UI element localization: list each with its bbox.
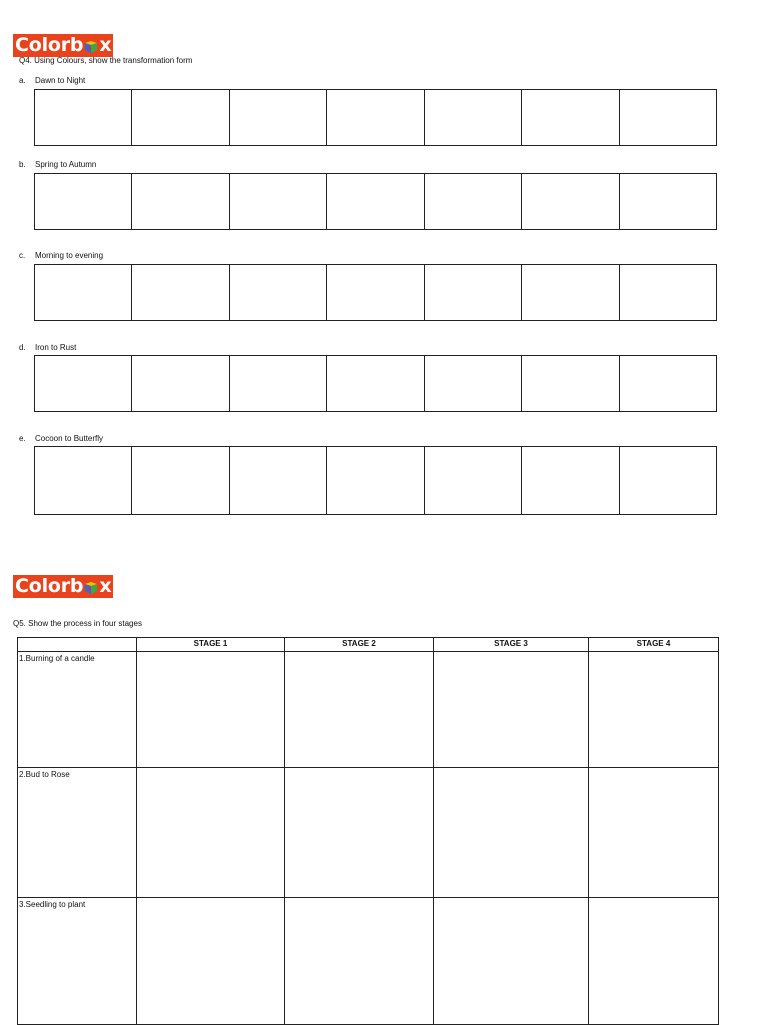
stage-cell[interactable] (137, 898, 285, 1025)
q4-box-row-d (34, 355, 717, 412)
stage-cell[interactable] (137, 768, 285, 898)
item-text: Iron to Rust (35, 343, 77, 352)
header-stage-4: STAGE 4 (589, 638, 719, 652)
color-box[interactable] (425, 356, 522, 411)
color-box[interactable] (425, 447, 522, 514)
stage-cell[interactable] (434, 652, 589, 768)
color-box[interactable] (522, 90, 619, 145)
item-letter: a. (19, 76, 26, 85)
color-box[interactable] (327, 447, 424, 514)
color-box[interactable] (230, 447, 327, 514)
color-box[interactable] (327, 265, 424, 320)
item-text: Morning to evening (35, 251, 104, 260)
color-box[interactable] (35, 356, 132, 411)
color-box[interactable] (522, 356, 619, 411)
color-box[interactable] (230, 90, 327, 145)
q4-box-row-b (34, 173, 717, 230)
table-row (18, 768, 719, 898)
q4-title: Q4. Using Colours, show the transformation form (19, 56, 193, 65)
table-header-row (18, 638, 719, 652)
stage-cell[interactable] (434, 898, 589, 1025)
q5-stage-table (17, 637, 719, 1025)
color-box[interactable] (35, 174, 132, 229)
item-text: Cocoon to Butterfly (35, 434, 104, 443)
q4-box-row-c (34, 264, 717, 321)
color-box[interactable] (230, 265, 327, 320)
colored-cube-icon (84, 582, 98, 592)
color-box[interactable] (620, 265, 717, 320)
header-corner (18, 638, 137, 652)
stage-cell[interactable] (137, 652, 285, 768)
color-box[interactable] (327, 356, 424, 411)
table-row (18, 898, 719, 1025)
color-box[interactable] (35, 447, 132, 514)
stage-cell[interactable] (285, 898, 434, 1025)
header-stage-3: STAGE 3 (434, 638, 589, 652)
color-box[interactable] (522, 174, 619, 229)
q4-box-row-e (34, 446, 717, 515)
color-box[interactable] (132, 356, 229, 411)
color-box[interactable] (132, 90, 229, 145)
item-text: Spring to Autumn (35, 160, 97, 169)
color-box[interactable] (522, 265, 619, 320)
q4-item-d-label (19, 343, 76, 353)
color-box[interactable] (35, 265, 132, 320)
colorbox-logo (13, 34, 113, 57)
color-box[interactable] (132, 265, 229, 320)
stage-cell[interactable] (589, 652, 719, 768)
header-stage-1: STAGE 1 (137, 638, 285, 652)
item-letter: e. (19, 434, 26, 443)
item-letter: d. (19, 343, 26, 352)
color-box[interactable] (230, 356, 327, 411)
stage-cell[interactable] (434, 768, 589, 898)
color-box[interactable] (425, 90, 522, 145)
color-box[interactable] (620, 174, 717, 229)
colorbox-logo (13, 575, 113, 598)
color-box[interactable] (35, 90, 132, 145)
logo-text-prefix: Colorb (15, 34, 84, 56)
item-letter: c. (19, 251, 26, 260)
stage-cell[interactable] (285, 768, 434, 898)
logo-text-suffix: x (99, 34, 112, 56)
row-label: 3.Seedling to plant (18, 898, 137, 1025)
color-box[interactable] (327, 90, 424, 145)
color-box[interactable] (522, 447, 619, 514)
color-box[interactable] (425, 174, 522, 229)
color-box[interactable] (327, 174, 424, 229)
stage-cell[interactable] (285, 652, 434, 768)
q4-item-e-label (19, 434, 103, 444)
item-text: Dawn to Night (35, 76, 86, 85)
q4-item-a-label (19, 76, 85, 86)
color-box[interactable] (620, 356, 717, 411)
q4-box-row-a (34, 89, 717, 146)
row-label: 2.Bud to Rose (18, 768, 137, 898)
color-box[interactable] (132, 447, 229, 514)
color-box[interactable] (425, 265, 522, 320)
row-label: 1.Burning of a candle (18, 652, 137, 768)
stage-cell[interactable] (589, 768, 719, 898)
color-box[interactable] (620, 90, 717, 145)
color-box[interactable] (620, 447, 717, 514)
color-box[interactable] (230, 174, 327, 229)
q5-title: Q5. Show the process in four stages (13, 619, 142, 628)
item-letter: b. (19, 160, 26, 169)
q4-item-b-label (19, 160, 96, 170)
color-box[interactable] (132, 174, 229, 229)
logo-text-prefix: Colorb (15, 575, 84, 597)
table-row (18, 652, 719, 768)
header-stage-2: STAGE 2 (285, 638, 434, 652)
logo-text-suffix: x (99, 575, 112, 597)
colored-cube-icon (84, 41, 98, 51)
stage-cell[interactable] (589, 898, 719, 1025)
q4-item-c-label (19, 251, 103, 261)
